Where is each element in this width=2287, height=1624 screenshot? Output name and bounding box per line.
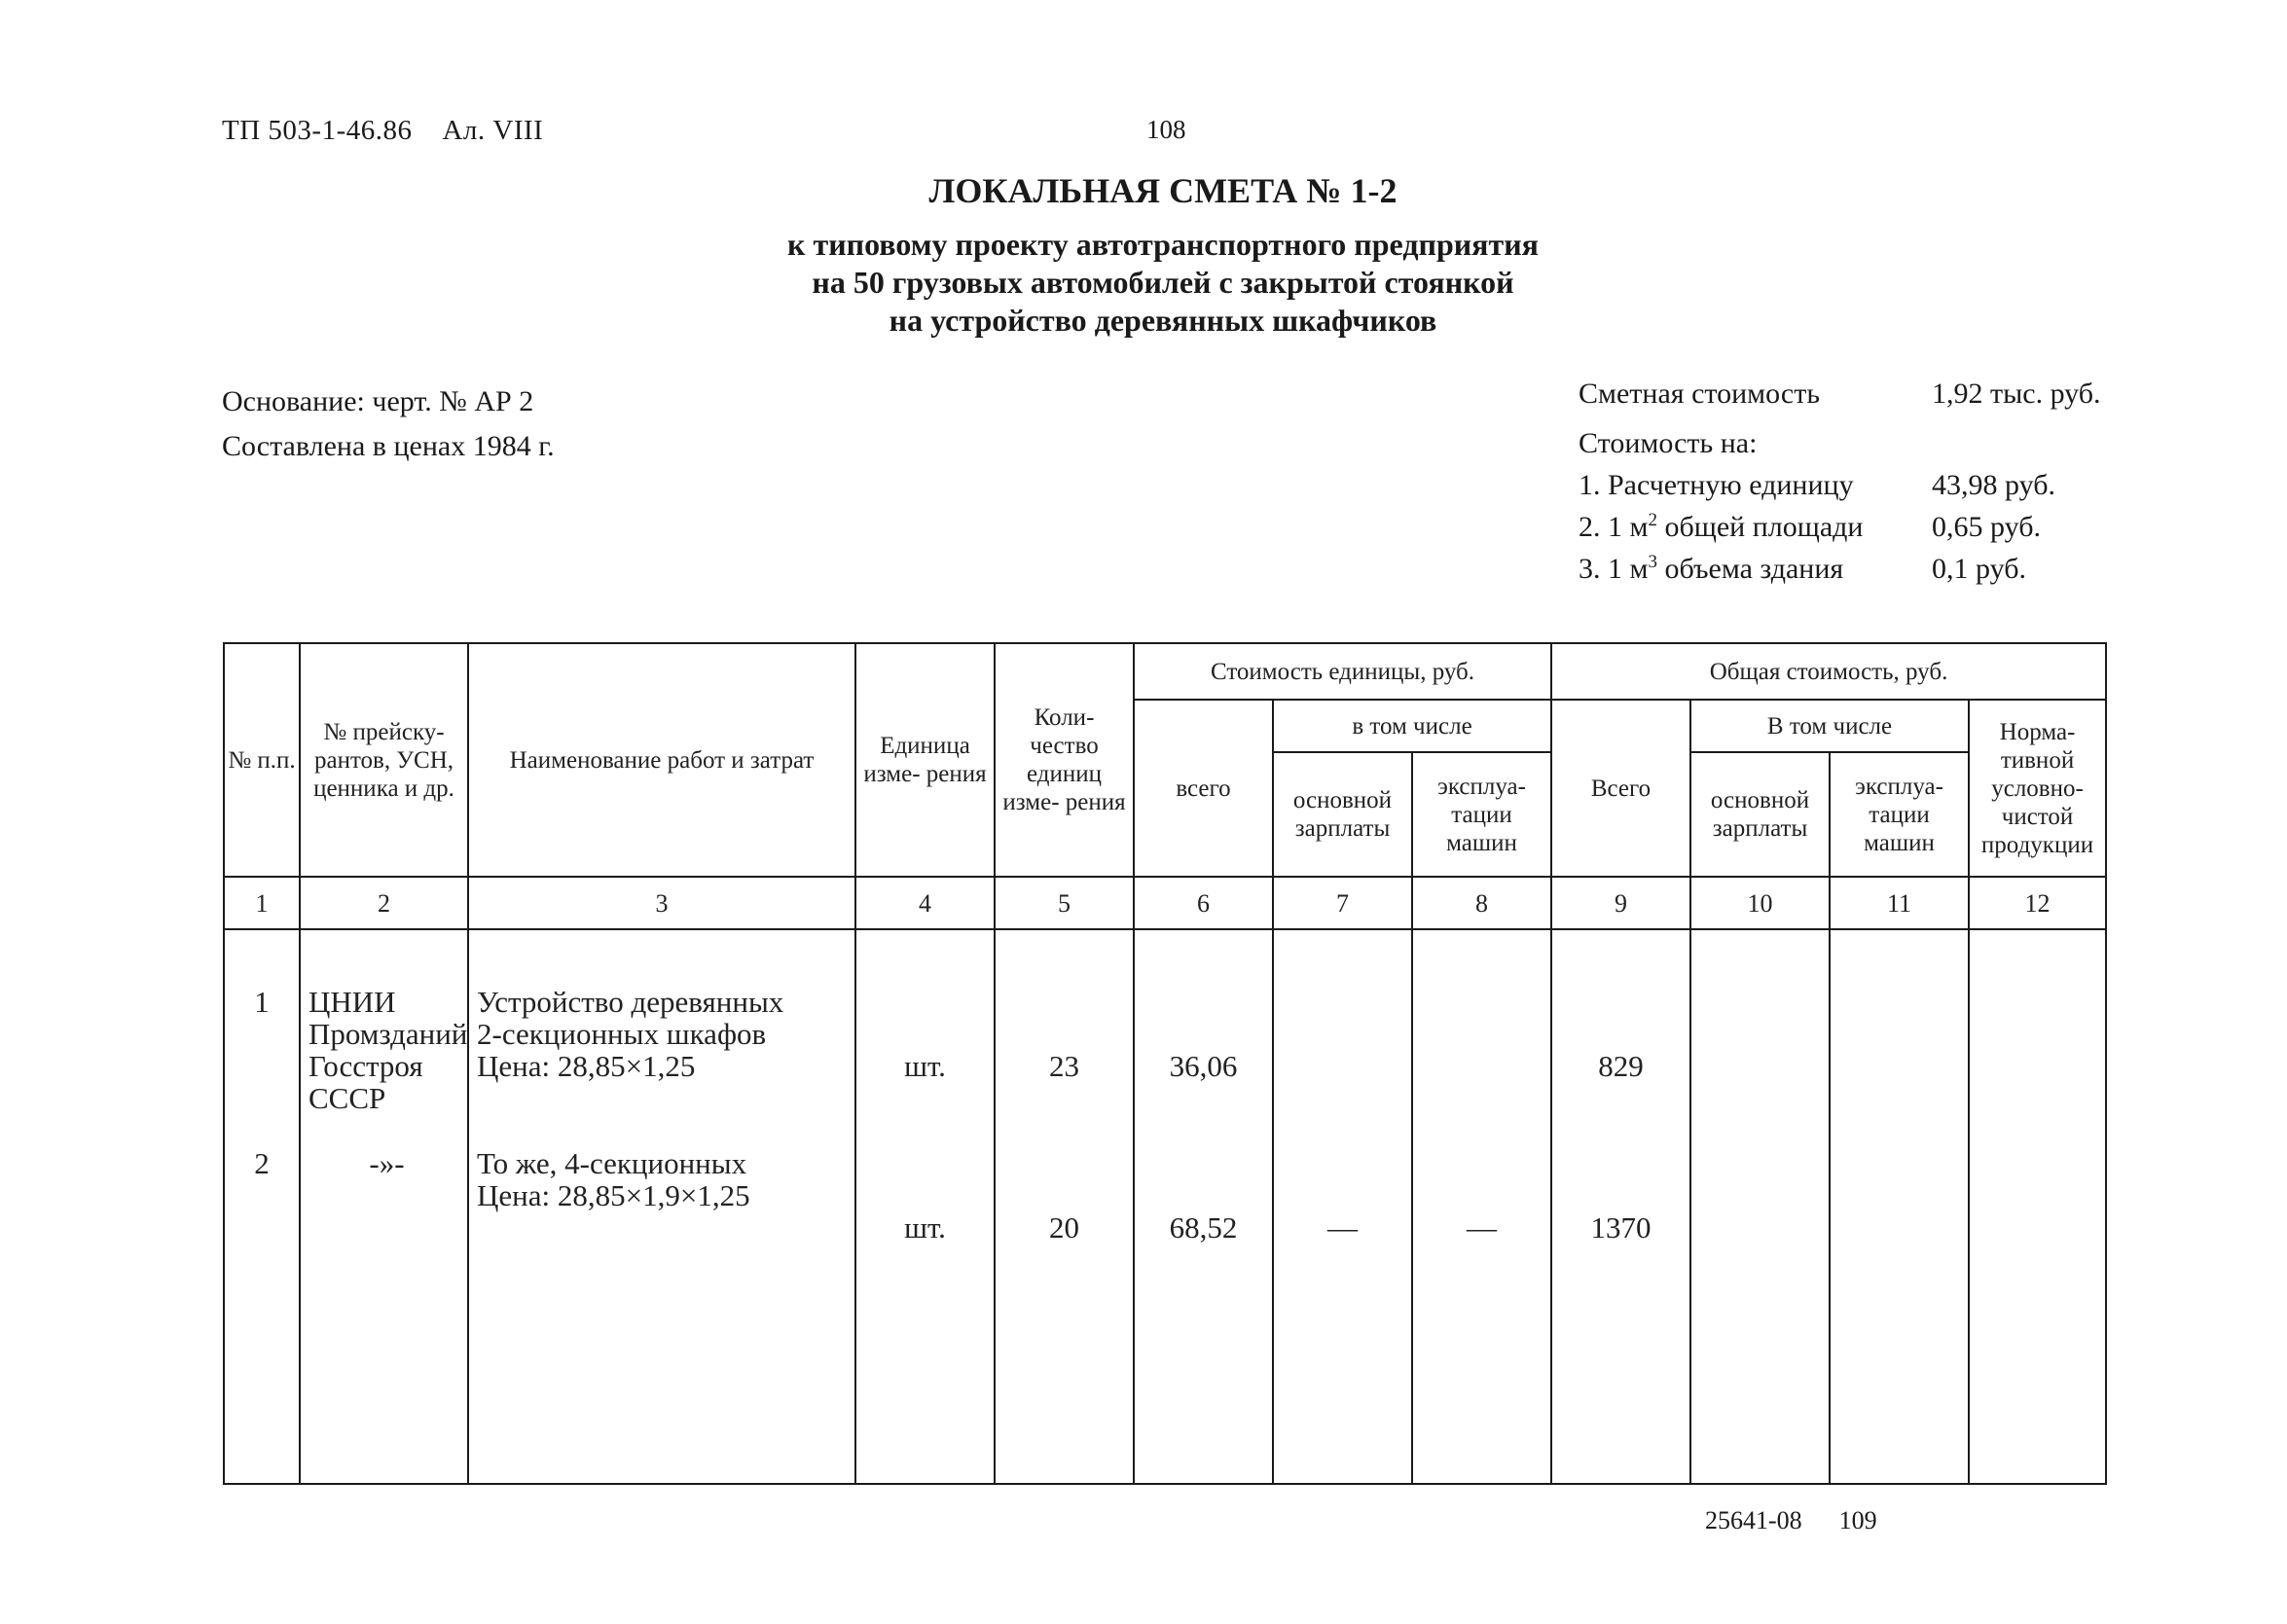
unit-cost-label: 1. Расчетную единицу [1579, 469, 1854, 501]
column-number: 8 [1412, 877, 1551, 929]
project-code: ТП 503-1-46.86 [222, 115, 413, 146]
column-number-row [224, 877, 2106, 929]
area-cost-value: 0,65 руб. [1932, 511, 2041, 543]
volume-cost-value: 0,1 руб. [1932, 553, 2026, 585]
column-number: 2 [300, 877, 468, 929]
row-name [477, 1147, 853, 1309]
name-line: То же, 4-секционных [477, 1146, 747, 1180]
header-total-cost: Общая стоимость, руб. [1551, 643, 2106, 700]
column-number: 5 [995, 877, 1134, 929]
row-qty: 20 [1049, 1210, 1079, 1245]
header-machines: эксплуа- тации машин [1412, 752, 1551, 877]
column-number: 1 [224, 877, 300, 929]
row-total-cost: 1370 [1590, 1210, 1652, 1245]
header-normative: Норма- тивной условно- чистой продукции [1969, 700, 2106, 877]
num-column [224, 929, 300, 1484]
area-label-text: 2. 1 м [1579, 511, 1649, 543]
header-unit: Единица изме- рения [855, 643, 995, 877]
row-unit-cost: 68,52 [1169, 1210, 1238, 1245]
row-total-cost: 829 [1598, 1049, 1644, 1083]
estimated-cost-label: Сметная стоимость [1579, 378, 1821, 410]
machines-column [1412, 929, 1551, 1484]
column-number: 3 [468, 877, 855, 929]
column-number: 10 [1690, 877, 1830, 929]
total-all-column [1551, 929, 1690, 1484]
page-number: 108 [1146, 115, 1186, 144]
header-pricelist: № прейску- рантов, УСН, ценника и др. [300, 643, 468, 877]
salary-column [1273, 929, 1412, 1484]
normative-column [1969, 929, 2106, 1484]
header-total-all: Всего [1551, 700, 1690, 877]
column-number: 12 [1969, 877, 2106, 929]
row-qty: 23 [1049, 1049, 1079, 1083]
machines-total-column [1830, 929, 1969, 1484]
volume-cost-label [1579, 553, 1843, 586]
estimate-table [223, 642, 2107, 1485]
pricelist-line: ЦНИИ [309, 985, 396, 1019]
document-code [222, 115, 543, 147]
page-footer [1705, 1506, 1877, 1535]
row-name [477, 986, 853, 1147]
basis-prices: Составлена в ценах 1984 г. [222, 430, 555, 462]
album-number: Ал. VIII [442, 115, 544, 146]
volume-label-rest: объема здания [1656, 553, 1844, 585]
header-including-total: В том числе [1690, 700, 1969, 752]
page-title: ЛОКАЛЬНАЯ СМЕТА № 1-2 [928, 171, 1398, 210]
row-num: 2 [254, 1146, 270, 1180]
name-line: Цена: 28,85×1,25 [477, 1049, 696, 1083]
basis-block [222, 379, 555, 469]
subtitle-line: к типовому проекту автотранспортного предприятия [787, 227, 1539, 262]
row-unit-cost: 36,06 [1169, 1049, 1238, 1083]
row-pricelist: -»- [369, 1146, 405, 1180]
estimated-cost-value: 1,92 тыс. руб. [1932, 378, 2101, 410]
volume-label-sup: 3 [1648, 552, 1657, 572]
header-salary: основной зарплаты [1273, 752, 1412, 877]
cost-per-label: Стоимость на: [1579, 427, 1758, 459]
header-salary-total: основной зарплаты [1690, 752, 1830, 877]
salary-total-column [1690, 929, 1830, 1484]
unit-column [855, 929, 995, 1484]
row-machines: — [1467, 1210, 1497, 1245]
header-unit-cost: Стоимость единицы, руб. [1134, 643, 1551, 700]
header-num: № п.п. [224, 643, 300, 877]
column-number: 11 [1830, 877, 1969, 929]
pricelist-line: Госстроя [309, 1049, 423, 1083]
qty-column [995, 929, 1134, 1484]
name-line: Устройство деревянных [477, 985, 784, 1019]
subtitle-line: на 50 грузовых автомобилей с закрытой стоянкой [812, 265, 1514, 300]
unit-cost-value: 43,98 руб. [1932, 469, 2055, 501]
unit-all-column [1134, 929, 1273, 1484]
column-number: 6 [1134, 877, 1273, 929]
column-number: 7 [1273, 877, 1412, 929]
volume-label-text: 3. 1 м [1579, 553, 1649, 585]
footer-page: 109 [1838, 1506, 1877, 1534]
row-salary: — [1327, 1210, 1358, 1245]
header-name: Наименование работ и затрат [468, 643, 855, 877]
pricelist-line: Промзданий [309, 1017, 468, 1051]
table-body [224, 929, 2106, 1484]
pricelist-column [300, 929, 468, 1484]
header-machines-total: эксплуа- тации машин [1830, 752, 1969, 877]
name-column [468, 929, 855, 1484]
row-unit: шт. [904, 1049, 946, 1083]
page-subtitle [0, 226, 2287, 340]
header-including-unit: в том числе [1273, 700, 1551, 752]
name-line: 2-секционных шкафов [477, 1017, 767, 1051]
column-number: 4 [855, 877, 995, 929]
column-number: 9 [1551, 877, 1690, 929]
area-label-rest: общей площади [1656, 511, 1864, 543]
row-num: 1 [254, 985, 270, 1019]
area-cost-label [1579, 511, 1863, 544]
footer-code: 25641-08 [1705, 1506, 1802, 1534]
pricelist-line: СССР [309, 1081, 386, 1115]
basis-drawing: Основание: черт. № АР 2 [222, 385, 534, 417]
row-unit: шт. [904, 1210, 946, 1245]
row-pricelist [309, 985, 468, 1147]
area-label-sup: 2 [1648, 510, 1657, 530]
header-unit-all: всего [1134, 700, 1273, 877]
subtitle-line: на устройство деревянных шкафчиков [889, 303, 1437, 338]
name-line: Цена: 28,85×1,9×1,25 [477, 1178, 750, 1212]
header-qty: Коли- чество единиц изме- рения [995, 643, 1134, 877]
